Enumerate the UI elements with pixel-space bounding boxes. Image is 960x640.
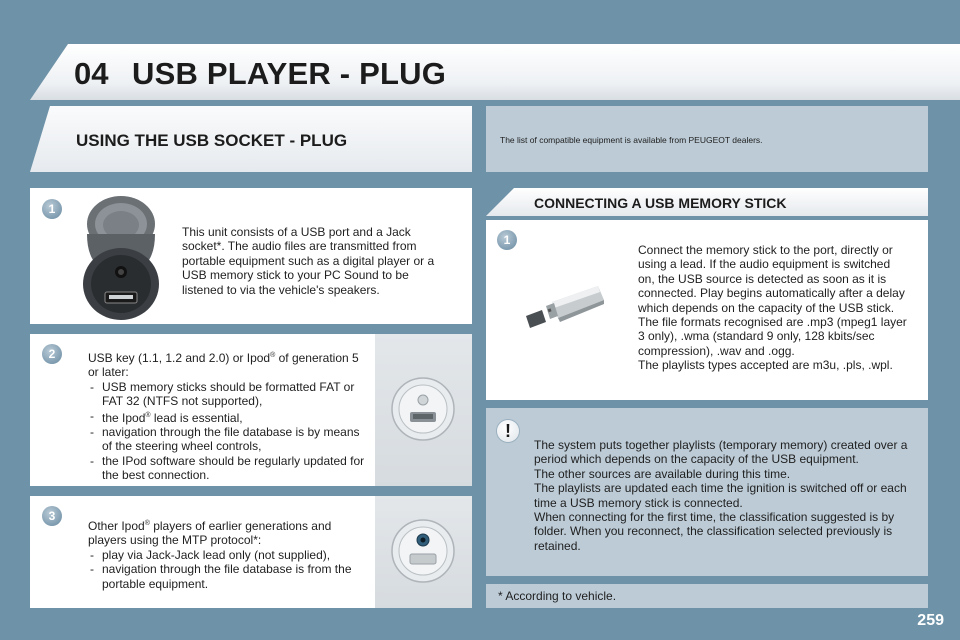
ipod-usb-text xyxy=(88,349,370,483)
usb-stick-text: Connect the memory stick to the port, directly or using a lead. If the audio equipment is switched on, the USB source is detected as soon as it is connected. Play begins automatically after a delay which depends on the capacity of the USB stick. The file formats recognised are .mp3 (mpeg1 layer 3 only), .wma (standard 9 only, 128 kbits/sec compression), .wav and .ogg. The playlists types accepted are m3u, .pls, .wpl. xyxy=(638,243,907,373)
usb-stick-heading: CONNECTING A USB MEMORY STICK xyxy=(534,195,787,211)
list-item: - the Ipod® lead is essential, xyxy=(88,409,370,425)
list-item: - navigation through the file database is from the portable equipment. xyxy=(88,562,370,591)
mtp-text xyxy=(88,517,370,591)
page-number: 259 xyxy=(917,612,944,629)
mtp-intro: Other Ipod® players of earlier generations and players using the MTP protocol*: xyxy=(88,519,332,548)
step-badge-3: 3 xyxy=(42,506,62,526)
list-item: - navigation through the file database is by means of the steering wheel controls, xyxy=(88,425,370,454)
footnote: * According to vehicle. xyxy=(498,589,617,603)
usb-port-icon xyxy=(390,376,456,442)
warning-icon: ! xyxy=(497,420,519,442)
list-item: - the IPod software should be regularly updated for the best connection. xyxy=(88,454,370,483)
ipod-usb-intro: USB key (1.1, 1.2 and 2.0) or Ipod® of generation 5 or later: xyxy=(88,351,359,380)
usb-jack-socket-image xyxy=(76,194,166,322)
list-item: - play via Jack-Jack lead only (not supplied), xyxy=(88,548,370,562)
usb-stick-image xyxy=(520,282,610,334)
chapter-number: 04 xyxy=(74,56,109,91)
compatibility-note: The list of compatible equipment is available from PEUGEOT dealers. xyxy=(500,135,763,145)
list-item: - USB memory sticks should be formatted FAT or FAT 32 (NTFS not supported), xyxy=(88,380,370,409)
page-title: USB PLAYER - PLUG xyxy=(132,56,447,91)
warning-text: The system puts together playlists (temporary memory) created over a period which depends on the capacity of the USB equipment. The other sources are available during this time. The playlists are updated each time the ignition is switched off or each time a USB memory stick is connected. When connecting for the first time, the classification suggested is by folder. When you reconnect, the classification selected previously is retained. xyxy=(534,438,908,553)
step-badge-1-right: 1 xyxy=(497,230,517,250)
jack-port-icon xyxy=(390,518,456,584)
socket-description: This unit consists of a USB port and a Jack socket*. The audio files are transmitted from portable equipment such as a digital player or a USB memory stick to your PC Sound to be listened to via the vehicle's speakers. xyxy=(182,225,435,297)
step-badge-2: 2 xyxy=(42,344,62,364)
section-title: USING THE USB SOCKET - PLUG xyxy=(76,131,348,150)
step-badge-1: 1 xyxy=(42,199,62,219)
